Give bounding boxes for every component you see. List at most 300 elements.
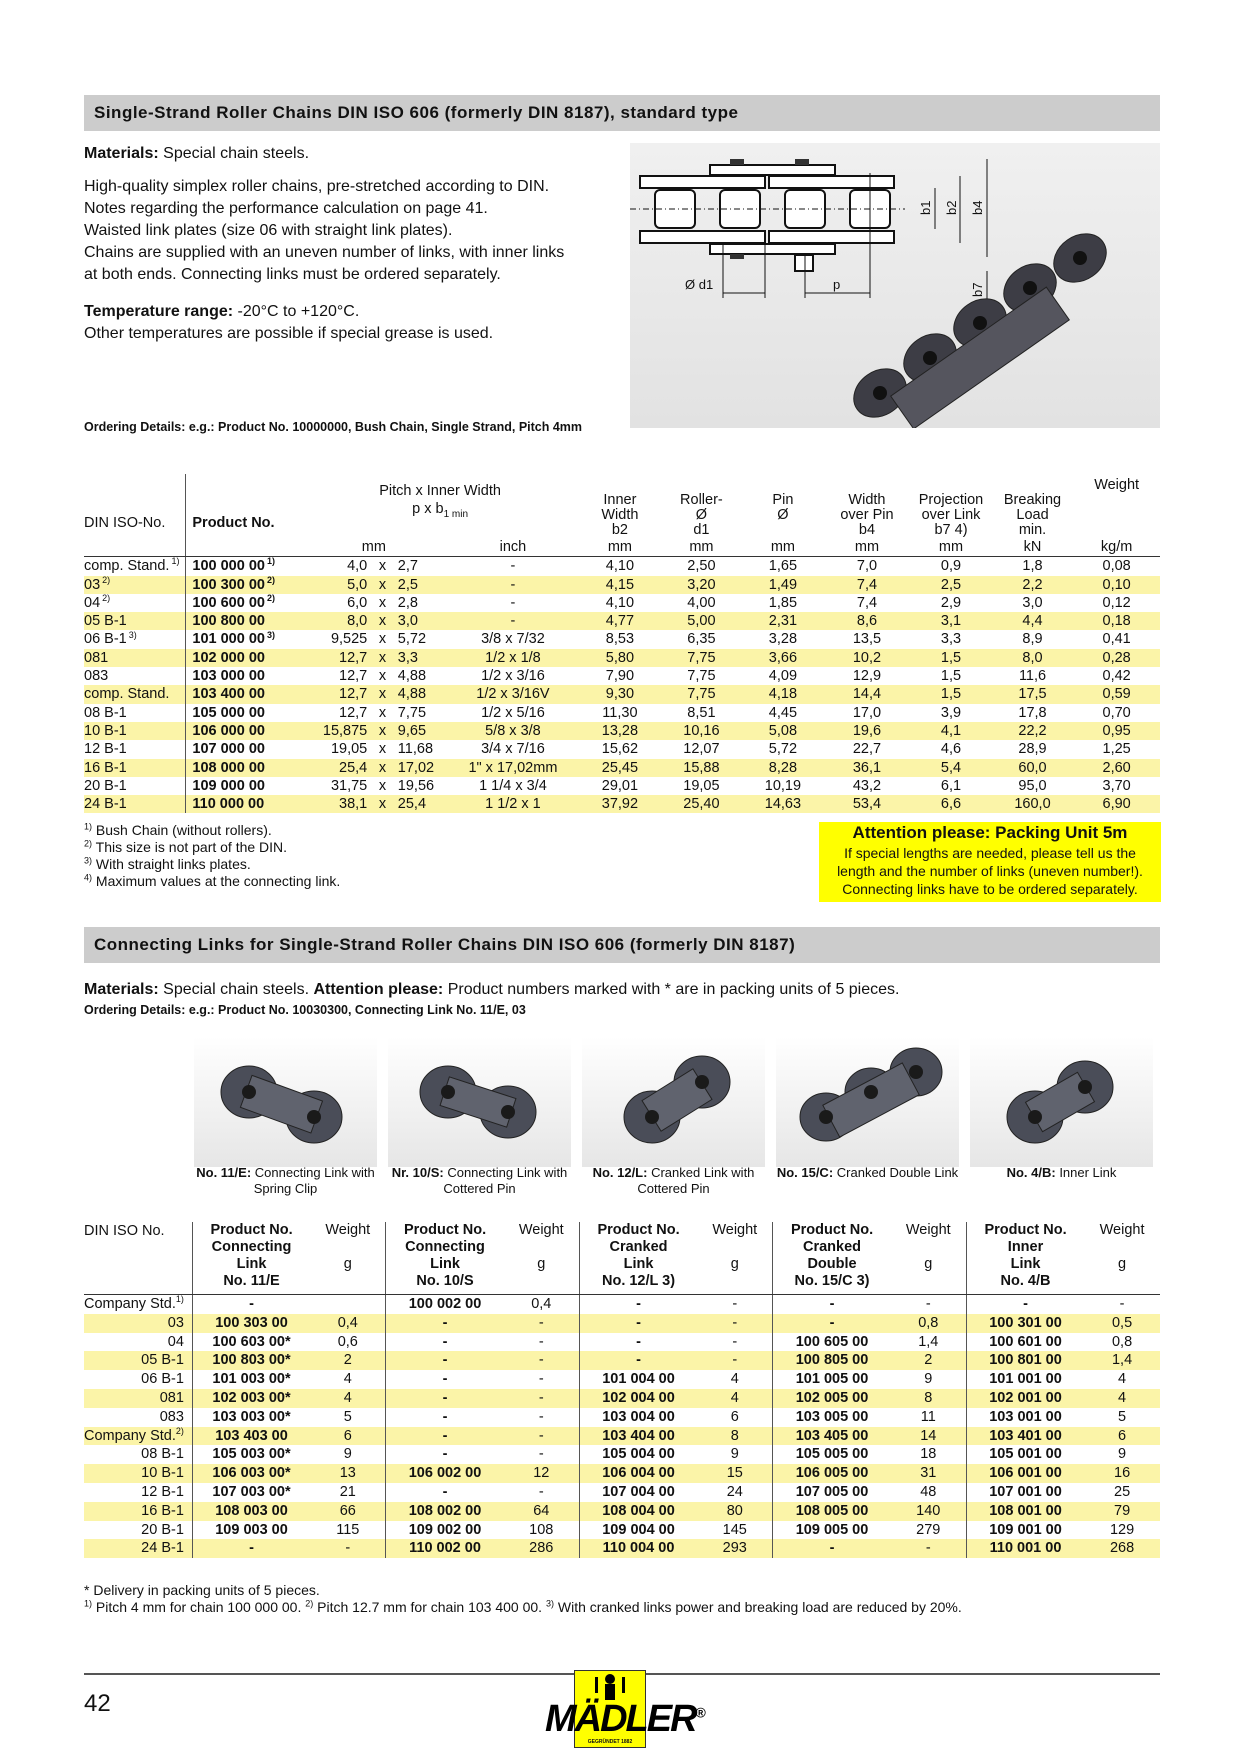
attention-line: If special lengths are needed, please tell us the: [844, 845, 1136, 861]
cell-load: 95,0: [1018, 777, 1047, 794]
cell-x: x: [378, 741, 387, 758]
footnote: $^{1)}$ Bush Chain (without rollers).: [84, 821, 272, 838]
section-header-roller-chains: [84, 95, 1160, 131]
cell-b4: 12,9: [852, 668, 882, 685]
cell-weight: -: [538, 1352, 544, 1369]
cell-b2: 37,92: [601, 796, 639, 813]
cell-b4: 7,0: [856, 558, 878, 575]
cell-weight: 66: [339, 1502, 356, 1519]
cell-din: 081: [159, 1389, 184, 1406]
cell-din: 16 B-1: [141, 1502, 184, 1519]
cell-pitch: 19,05: [330, 741, 368, 758]
cell-product-no: 106 002 00: [386, 1464, 504, 1483]
cell-din: 10 B-1: [84, 722, 127, 739]
cell-product-no: 109 004 00: [579, 1521, 697, 1540]
header-product-no: Product No. Cranked Double No. 15/C 3): [773, 1222, 891, 1295]
cell-b4: 10,2: [852, 649, 882, 666]
cell-product-no: 107 005 00: [773, 1483, 891, 1502]
link-row: [84, 1445, 1160, 1464]
chain-row: [84, 557, 1160, 576]
cell-weight: -: [732, 1296, 738, 1312]
cell-inner-width-b1: 7,75: [397, 704, 427, 721]
cell-weight: 0,70: [1102, 704, 1131, 721]
cell-d1: 25,40: [683, 796, 720, 813]
cell-b7: 2,9: [940, 594, 962, 611]
cell-weight: 0,59: [1102, 686, 1131, 703]
cell-product-no: 100 303 00: [192, 1314, 310, 1333]
header-projection: Projection over Link b7 4): [918, 492, 984, 538]
cell-weight: -: [732, 1333, 738, 1350]
header-din-iso: DIN ISO No.: [84, 1222, 192, 1295]
diagram-label-b4: b4: [970, 200, 985, 215]
chain-row: [84, 777, 1160, 795]
cell-weight: 5: [1118, 1408, 1127, 1425]
cell-inch: 1/2 x 3/16: [481, 668, 545, 685]
cell-product-no: 109 002 00: [386, 1521, 504, 1540]
cell-inch: 1/2 x 5/16: [481, 704, 545, 721]
cell-product: 108 000 00: [186, 759, 301, 777]
cell-b2: 29,01: [601, 777, 639, 794]
cell-weight: 1,25: [1102, 741, 1131, 758]
cell-product-no: -: [386, 1370, 504, 1389]
cell-weight: 4: [343, 1389, 352, 1406]
cell-weight: 6: [343, 1427, 352, 1444]
temperature-note: Other temperatures are possible if special grease is used.: [84, 325, 494, 342]
cell-b7: 5,4: [940, 759, 962, 776]
photo-cranked-double-link: [776, 1037, 959, 1167]
cell-d1: 3,20: [687, 576, 716, 593]
header-product-no: Product No. Inner Link No. 4/B: [966, 1222, 1084, 1295]
cell-weight: 0,4: [337, 1314, 358, 1331]
attention-title: Attention please: Packing Unit 5m: [852, 823, 1128, 842]
header-pitch: Pitch x Inner Width p x $b_{1 min}$: [301, 474, 579, 538]
cell-pitch: 12,7: [339, 668, 368, 685]
cell-pin: 3,66: [768, 649, 798, 666]
cell-load: 17,8: [1018, 704, 1047, 721]
cell-weight: 31: [920, 1465, 937, 1482]
page-number: 42: [84, 1690, 111, 1717]
cell-x: x: [378, 576, 387, 593]
cell-weight: 25: [1114, 1483, 1131, 1500]
cell-product-no: 110 002 00: [386, 1539, 504, 1558]
chain-row: [84, 740, 1160, 758]
cell-x: x: [378, 668, 387, 685]
header-product-no: Product No.: [186, 474, 301, 538]
cell-weight: 140: [916, 1502, 941, 1519]
cell-product-no: 106 005 00: [773, 1464, 891, 1483]
cell-din: comp. Stand.: [84, 686, 170, 703]
cell-product-no: 100 803 00*: [192, 1351, 310, 1370]
cell-pin: 2,31: [768, 613, 798, 630]
cell-weight: -: [538, 1314, 544, 1331]
cell-pin: 1,49: [768, 576, 798, 593]
chain-description: [84, 176, 564, 286]
cell-pitch: 15,875: [322, 722, 368, 739]
cell-d1: 7,75: [687, 649, 716, 666]
cell-load: 3,0: [1022, 594, 1043, 611]
link-row: [84, 1408, 1160, 1427]
cell-inner-width-b1: 11,68: [397, 741, 434, 758]
cell-inner-width-b1: 17,02: [397, 759, 435, 776]
photo-connecting-link-spring-clip: [194, 1037, 377, 1167]
cell-inch: -: [510, 594, 516, 611]
cell-b4: 53,4: [852, 796, 882, 813]
cell-weight: 9: [924, 1371, 933, 1388]
link-row: [84, 1333, 1160, 1352]
cell-b4: 17,0: [852, 704, 882, 721]
cell-b2: 9,30: [605, 686, 635, 703]
cell-din: 20 B-1: [141, 1521, 184, 1538]
cell-weight: 13: [339, 1465, 356, 1482]
cell-pitch: 12,7: [339, 704, 368, 721]
logo-subtext: GEGRÜNDET 1882: [587, 1739, 633, 1745]
footnote: $^{4)}$ Maximum values at the connecting link.: [84, 872, 341, 889]
roller-chains-rows: [84, 557, 1160, 814]
cell-d1: 4,00: [687, 594, 716, 611]
cell-b7: 4,6: [940, 741, 962, 758]
cell-weight: 80: [726, 1502, 743, 1519]
cell-din: comp. Stand. $^{1)}$: [84, 556, 180, 575]
description-line: Notes regarding the performance calculation on page 41.: [84, 200, 488, 217]
cell-product-no: -: [386, 1333, 504, 1352]
cell-load: 8,0: [1022, 649, 1043, 666]
diagram-label-b1: b1: [918, 200, 933, 215]
cell-din: 05 B-1: [141, 1352, 184, 1369]
cell-product-no: 100 601 00: [966, 1333, 1084, 1352]
cell-load: 2,2: [1022, 576, 1043, 593]
cell-pin: 3,28: [768, 631, 798, 648]
description-line: Waisted link plates (size 06 with straight link plates).: [84, 222, 453, 239]
cell-weight: 15: [726, 1465, 743, 1482]
photo-inner-link: [970, 1037, 1153, 1167]
cell-weight: 268: [1109, 1540, 1135, 1557]
cell-pin: 10,19: [764, 777, 802, 794]
caption-11e: No. 11/E: Connecting Link with Spring Clip: [196, 1165, 375, 1196]
cell-pitch: 12,7: [339, 649, 368, 666]
temperature-label: Temperature range:: [84, 303, 234, 320]
cell-b7: 1,5: [940, 649, 962, 666]
cell-product-no: 107 003 00*: [192, 1483, 310, 1502]
cell-product: 101 000 00 $^{3)}$: [186, 630, 301, 648]
diagram-label-b2: b2: [944, 200, 959, 215]
cell-pin: 1,65: [768, 558, 798, 575]
cell-product-no: 100 603 00*: [192, 1333, 310, 1352]
unit-inch: inch: [447, 538, 579, 557]
cell-b4: 7,4: [856, 576, 878, 593]
description-line: at both ends. Connecting links must be ordered separately.: [84, 266, 501, 283]
cell-weight: -: [538, 1408, 544, 1425]
cell-din: 08 B-1: [141, 1446, 184, 1463]
cell-product-no: 103 003 00*: [192, 1408, 310, 1427]
cell-product-no: 105 005 00: [773, 1445, 891, 1464]
cell-weight: 12: [533, 1465, 550, 1482]
cell-product-no: -: [386, 1314, 504, 1333]
link-row: [84, 1351, 1160, 1370]
cell-pitch: 4,0: [347, 558, 368, 575]
cell-inner-width-b1: 2,8: [397, 594, 418, 611]
cell-product-no: 102 004 00: [579, 1389, 697, 1408]
cell-load: 1,8: [1022, 558, 1043, 575]
cell-product-no: -: [386, 1351, 504, 1370]
cell-weight: 14: [920, 1427, 937, 1444]
cell-product-no: 106 004 00: [579, 1464, 697, 1483]
cell-b7: 0,9: [940, 558, 962, 575]
caption-12l: No. 12/L: Cranked Link with Cottered Pin: [592, 1165, 755, 1196]
cell-product-no: 108 002 00: [386, 1502, 504, 1521]
cell-inner-width-b1: 4,88: [397, 668, 427, 685]
header-inner-width: Inner Width b2: [601, 492, 639, 538]
cell-b2: 4,10: [605, 594, 635, 611]
cell-din: 06 B-1: [141, 1371, 184, 1388]
attention-packing-box: [819, 822, 1161, 902]
cell-product-no: -: [966, 1295, 1084, 1314]
diagram-label-b7: b7: [970, 282, 985, 297]
cell-b4: 13,5: [852, 631, 882, 648]
section-title: Single-Strand Roller Chains DIN ISO 606 (formerly DIN 8187), standard type: [94, 103, 739, 122]
cell-weight: 145: [722, 1521, 747, 1538]
cell-b7: 1,5: [940, 686, 962, 703]
cell-weight: 0,41: [1102, 631, 1131, 648]
cell-din: 20 B-1: [84, 777, 127, 794]
cell-inch: 1/2 x 1/8: [485, 649, 541, 666]
cell-b7: 3,1: [940, 613, 962, 630]
cell-product-no: 101 004 00: [579, 1370, 697, 1389]
ordering-details: Ordering Details: e.g.: Product No. 10000000, Bush Chain, Single Strand, Pitch 4mm: [84, 420, 583, 434]
cell-product: 103 000 00: [186, 667, 301, 685]
cell-weight: 293: [722, 1540, 747, 1557]
cell-weight: -: [925, 1540, 931, 1557]
link-row: [84, 1539, 1160, 1558]
cell-weight: 0,42: [1102, 668, 1131, 685]
header-product-no: Product No. Cranked Link No. 12/L 3): [579, 1222, 697, 1295]
cell-product-no: -: [386, 1445, 504, 1464]
chain-row: [84, 795, 1160, 813]
cell-product: 107 000 00: [186, 740, 301, 758]
cell-b7: 6,6: [940, 796, 962, 813]
link-row: [84, 1483, 1160, 1502]
cell-weight: 6: [730, 1408, 739, 1425]
footnote: $^{3)}$ With straight links plates.: [84, 855, 251, 872]
photo-cranked-link: [582, 1037, 765, 1167]
cell-weight: 108: [529, 1521, 554, 1538]
cell-weight: 0,5: [1111, 1314, 1133, 1331]
cell-weight: 2: [343, 1352, 352, 1369]
cell-product-no: 103 405 00: [773, 1427, 891, 1446]
cell-d1: 12,07: [683, 741, 720, 758]
cell-din: Company Std.$^{2)}$: [84, 1425, 184, 1444]
cell-weight: 18: [920, 1446, 937, 1463]
description-line: Chains are supplied with an uneven number of links, with inner links: [84, 244, 565, 261]
cell-inch: 1" x 17,02mm: [468, 759, 558, 776]
cell-pin: 1,85: [768, 594, 798, 611]
cell-b2: 15,62: [601, 741, 639, 758]
cell-b2: 13,28: [601, 722, 639, 739]
cell-product-no: 103 403 00: [192, 1427, 310, 1446]
cell-b4: 36,1: [852, 759, 882, 776]
cell-weight: 21: [339, 1483, 356, 1500]
cell-inch: -: [510, 613, 516, 630]
cell-pin: 4,09: [768, 668, 798, 685]
cell-weight: -: [538, 1389, 544, 1406]
cell-x: x: [378, 686, 387, 703]
cell-inner-width-b1: 25,4: [397, 796, 427, 813]
temperature-block: [84, 301, 493, 345]
cell-inner-width-b1: 2,5: [397, 576, 418, 593]
cell-weight: -: [345, 1540, 351, 1557]
caption-4b: No. 4/B: Inner Link: [1006, 1165, 1117, 1180]
cell-weight: 6: [1118, 1427, 1127, 1444]
header-roller: Roller- Ø d1: [680, 492, 723, 538]
cell-x: x: [378, 631, 387, 648]
cell-inner-width-b1: 19,56: [397, 777, 435, 794]
cell-din: Company Std.$^{1)}$: [84, 1294, 184, 1312]
cell-x: x: [378, 796, 387, 813]
cell-weight: 0,8: [918, 1314, 939, 1331]
cell-weight: 0,95: [1102, 722, 1131, 739]
cell-weight: -: [732, 1314, 738, 1331]
cell-inch: 1/2 x 3/16V: [476, 686, 550, 703]
cell-product: 100 000 00 $^{1)}$: [186, 557, 301, 576]
chain-row: [84, 759, 1160, 777]
cell-inner-width-b1: 3,3: [397, 649, 418, 666]
caption-15c: No. 15/C: Cranked Double Link: [776, 1165, 959, 1180]
cell-x: x: [378, 558, 387, 575]
header-din-iso: DIN ISO-No.: [84, 514, 166, 531]
chain-row: [84, 649, 1160, 667]
cell-weight: 8: [730, 1427, 739, 1444]
cell-product-no: 107 004 00: [579, 1483, 697, 1502]
chain-row: [84, 594, 1160, 612]
footnote: $^{2)}$ This size is not part of the DIN.: [84, 838, 288, 855]
cell-product-no: 101 005 00: [773, 1370, 891, 1389]
cell-product-no: 108 003 00: [192, 1502, 310, 1521]
cell-din: 24 B-1: [84, 796, 127, 813]
cell-product-no: -: [579, 1333, 697, 1352]
cell-b4: 8,6: [856, 613, 878, 630]
cell-weight: 9: [1118, 1446, 1127, 1463]
link-row: [84, 1370, 1160, 1389]
cell-din: 03: [167, 1314, 184, 1331]
cell-weight: 9: [730, 1446, 739, 1463]
cell-weight: [310, 1295, 386, 1314]
cell-d1: 5,00: [687, 613, 716, 630]
cell-weight: 16: [1114, 1465, 1131, 1482]
cell-b2: 4,10: [605, 558, 635, 575]
cell-weight: -: [1119, 1296, 1125, 1312]
cell-weight: 3,70: [1102, 777, 1131, 794]
roller-chains-table: DIN ISO-No. Product No. Pitch x Inner Width p x $b_{1 min}$ Inner Width b2 Roller- Ø d1 Pin Ø Width over Pin b4 Projection over Link b7 4) Breaking Load min. Weight mm inch mm mm mm mm mm kN kg/m comp. Stand. $^{1)}$ 100 000 00 $^{1)}$ 4,0 x 2,7 - 4,10 2,50 1,65 7,0 0,9 1,8 0,08 03 $^{2)}$ 100 300 00 $^{2)}$ 5,0 x 2,5 - 4,15 3,20 1,49 7,4 2,5 2,2 0,10 04 $^{2)}$ 100 600 00 $^{2)}$ 6,0 x 2,8 - 4,10 4,00 1,85 7,4 2,9 3,0 0,12 05 B-1 100 800 00 8,0 x 3,0 - 4,77 5,00 2,31 8,6 3,1 4,4 0,18 06 B-1 $^{3)}$ 101 000 00 $^{3)}$ 9,525 x 5,72 3/8 x 7/32 8,53 6,35 3,28 13,5 3,3 8,9 0,41 081 102 000 00 12,7 x 3,3 1/2 x 1/8 5,80 7,75 3,66 10,2 1,5 8,0 0,28 083 103 000 00 12,7 x 4,88 1/2 x 3/16 7,90 7,75 4,09 12,9 1,5 11,6 0,42 comp. Stand. 103 400 00 12,7 x 4,88 1/2 x 3/16V 9,30 7,75 4,18 14,4 1,5 17,5 0,59 08 B-1 105 000 00 12,7 x 7,75 1/2 x 5/16 11,30 8,51 4,45 17,0 3,9 17,8 0,70 10 B-1 106 000 00 15,875 x 9,65 5/8 x 3/8 13,28 10,16 5,08 19,6 4,1 22,2 0,95 12 B-1 107 000 00 19,05 x 11,68 3/4 x 7/16 15,62 12,07 5,72 22,7 4,6 28,9 1,25 16 B-1 108 000 00 25,4 x 17,02 1" x 17,02mm 25,45 15,88 8,28 36,1 5,4 60,0 2,60 20 B-1 109 000 00 31,75 x 19,56 1 1/4 x 3/4 29,01 19,05 10,19 43,2 6,1 95,0 3,70 24 B-1 110 000 00 38,1 x 25,4 1 1/2 x 1 37,92 25,40 14,63 53,4 6,6 160,0 6,90: [84, 474, 1160, 813]
cell-din: 12 B-1: [141, 1483, 184, 1500]
cell-inner-width-b1: 9,65: [397, 722, 427, 739]
cell-load: 17,5: [1018, 686, 1047, 703]
cell-pin: 8,28: [768, 759, 798, 776]
cell-weight: 11: [920, 1408, 936, 1425]
links-ordering-details: Ordering Details: e.g.: Product No. 10030300, Connecting Link No. 11/E, 03: [84, 1003, 526, 1017]
cell-weight: 8: [924, 1389, 933, 1406]
cell-b7: 3,3: [940, 631, 962, 648]
cell-weight: 0,08: [1102, 558, 1131, 575]
header-weight: Weight g: [697, 1222, 773, 1295]
diagram-label-d1: Ø d1: [685, 277, 714, 292]
cell-din: 08 B-1: [84, 704, 127, 721]
cell-b2: 8,53: [605, 631, 635, 648]
cell-din: 16 B-1: [84, 759, 127, 776]
chain-dimension-drawing: [630, 143, 1160, 428]
cell-product: 109 000 00: [186, 777, 301, 795]
cell-weight: 79: [1114, 1502, 1131, 1519]
cell-product-no: 106 001 00: [966, 1464, 1084, 1483]
caption-10s: Nr. 10/S: Connecting Link with Cottered Pin: [391, 1165, 568, 1196]
materials-line: [84, 143, 309, 165]
cell-weight: 5: [343, 1408, 352, 1425]
cell-load: 22,2: [1018, 722, 1047, 739]
attention-line: Connecting links have to be ordered separately.: [842, 881, 1138, 897]
cell-d1: 7,75: [687, 686, 716, 703]
cell-b2: 7,90: [605, 668, 635, 685]
cell-weight: -: [538, 1427, 544, 1444]
header-weight: Weight g: [891, 1222, 967, 1295]
cell-din: 12 B-1: [84, 741, 127, 758]
cell-weight: 4: [343, 1371, 352, 1388]
cell-inch: -: [510, 576, 516, 593]
link-row: [84, 1502, 1160, 1521]
connecting-links-table: [84, 1222, 1160, 1558]
chain-row: [84, 704, 1160, 722]
cell-product: 100 600 00 $^{2)}$: [186, 594, 301, 612]
cell-product-no: 103 005 00: [773, 1408, 891, 1427]
header-product-no: Product No. Connecting Link No. 10/S: [386, 1222, 504, 1295]
cell-weight: 0,28: [1102, 649, 1131, 666]
cell-d1: 10,16: [683, 722, 720, 739]
cell-weight: 0,6: [337, 1333, 358, 1350]
cell-b4: 22,7: [852, 741, 882, 758]
chain-row: [84, 612, 1160, 630]
cell-pitch: 12,7: [339, 686, 368, 703]
chain-row: [84, 667, 1160, 685]
description-line: High-quality simplex roller chains, pre-stretched according to DIN.: [84, 178, 550, 195]
cell-din: 083: [159, 1408, 184, 1425]
chain-row: [84, 630, 1160, 648]
cell-product: 105 000 00: [186, 704, 301, 722]
cell-product-no: 102 005 00: [773, 1389, 891, 1408]
cell-x: x: [378, 759, 387, 776]
cell-weight: 9: [343, 1446, 352, 1463]
link-row: [84, 1521, 1160, 1540]
cell-product-no: 110 001 00: [966, 1539, 1084, 1558]
link-row: [84, 1427, 1160, 1446]
cell-x: x: [378, 722, 387, 739]
cell-weight: 115: [336, 1521, 360, 1538]
footnote-line: $^{1)}$ Pitch 4 mm for chain 100 000 00. $^{2)}$ Pitch 12.7 mm for chain 103 400 00. $^{3)}$ With cranked links power and breaking load are reduced by 20%.: [84, 1598, 962, 1615]
brand-name: MÄDLER®: [545, 1698, 704, 1740]
cell-b4: 43,2: [852, 777, 882, 794]
cell-b7: 1,5: [940, 668, 962, 685]
header-weight: Weight: [1094, 477, 1140, 493]
cell-d1: 8,51: [687, 704, 716, 721]
cell-weight: 0,10: [1102, 576, 1131, 593]
cell-weight: 0,12: [1102, 594, 1131, 611]
links-footnotes: [84, 1582, 962, 1616]
cell-b7: 2,5: [940, 576, 962, 593]
cell-d1: 6,35: [687, 631, 716, 648]
header-width-over-pin: Width over Pin b4: [840, 492, 894, 538]
cell-inch: 5/8 x 3/8: [485, 722, 541, 739]
cell-weight: 0,18: [1102, 613, 1131, 630]
diagram-label-p: p: [833, 277, 841, 292]
cell-pin: 14,63: [764, 796, 802, 813]
attention-line: length and the number of links (uneven number!).: [837, 863, 1143, 879]
cell-product-no: 103 004 00: [579, 1408, 697, 1427]
